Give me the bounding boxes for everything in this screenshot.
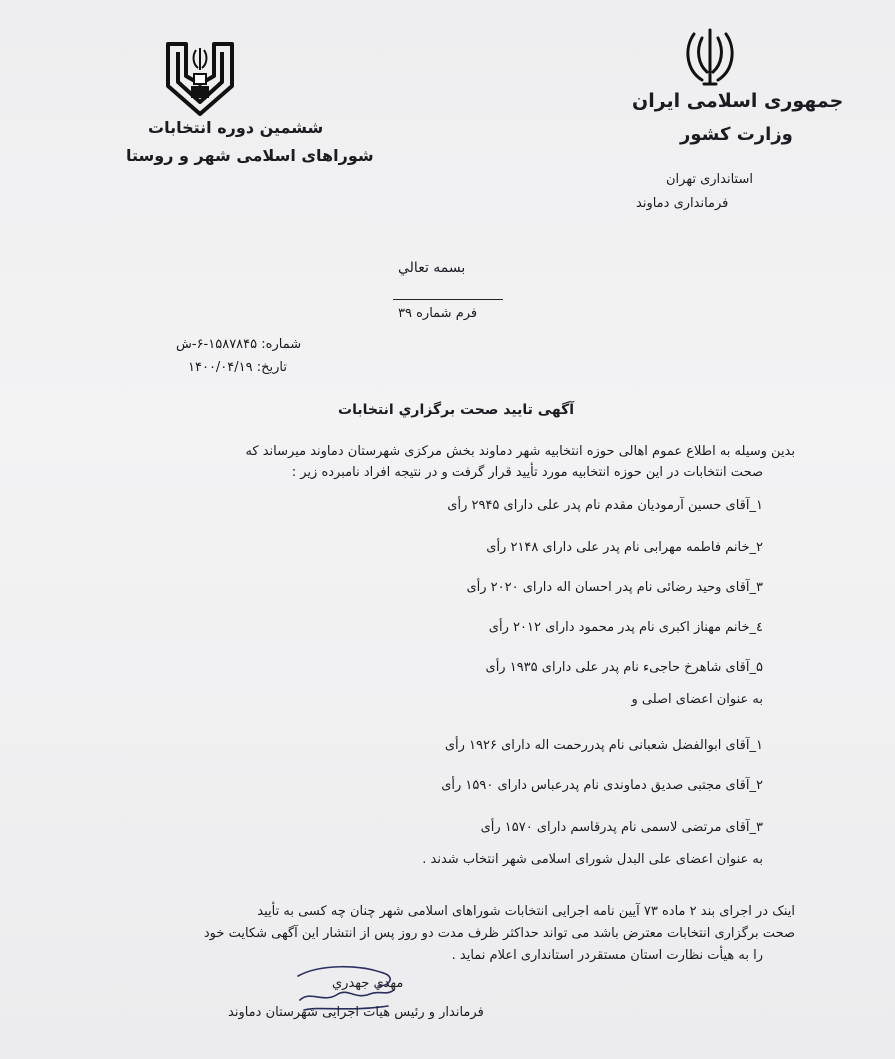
alternate-member-1: ۱_آقای ابوالفضل شعبانی نام پدررحمت اله دارای ۱۹۲۶ رأی bbox=[444, 738, 763, 753]
ministry-name: وزارت کشور bbox=[680, 124, 793, 145]
main-member-4: ٤_خانم مهناز اکبری نام پدر محمود دارای ۲۰۱۲ رأی bbox=[488, 620, 763, 635]
closing-line-3: را به هیأت نظارت استان مستقردر استانداری اعلام نماید . bbox=[451, 948, 763, 963]
main-member-3: ۳_آقای وحید رضائی نام پدر احسان اله دارای ۲۰۲۰ رأی bbox=[466, 580, 763, 595]
iran-emblem-icon bbox=[680, 26, 740, 90]
basmala: بسمه تعالي bbox=[398, 260, 466, 276]
form-number: فرم شماره ۳۹ bbox=[398, 306, 478, 321]
country-name: جمهوری اسلامی ایران bbox=[632, 90, 844, 112]
county-office-name: فرمانداری دماوند bbox=[636, 196, 729, 211]
main-member-5: ۵_آقای شاهرخ حاجی‌ء نام پدر علی دارای ۱۹۳۵ رأی bbox=[485, 660, 763, 675]
letter-number: شماره: ۱۵۸۷۸۴۵-۶-ش bbox=[176, 337, 302, 352]
closing-line-1: اینک در اجرای بند ۲ ماده ۷۳ آیین نامه اجرایی انتخابات شوراهای اسلامی شهر چنان چه کسی به تأیید bbox=[257, 904, 795, 919]
alternate-member-2: ۲_آقای مجتبی صدیق دماوندی نام پدرعباس دارای ۱۵۹۰ رأی bbox=[441, 778, 763, 793]
alternate-member-3: ۳_آقای مرتضی لاسمی نام پدرقاسم دارای ۱۵۷۰ رأی bbox=[480, 820, 763, 835]
intro-line-1: بدین وسیله به اطلاع عموم اهالی حوزه انتخابیه شهر دماوند بخش مرکزی شهرستان دماوند میرساند که bbox=[245, 444, 795, 459]
intro-line-2: صحت انتخابات در این حوزه انتخابیه مورد تأیید قرار گرفت و در نتیجه افراد نامبرده زیر : bbox=[291, 465, 763, 480]
heading-divider bbox=[393, 299, 503, 300]
main-members-label: به عنوان اعضای اصلی و bbox=[631, 692, 763, 707]
main-member-2: ۲_خانم فاطمه مهرابی نام پدر علی دارای ۲۱۴۸ رأی bbox=[486, 540, 763, 555]
closing-line-2: صحت برگزاری انتخابات معترض باشد می تواند حداکثر ظرف مدت دو روز پس از انتشار این آگهی شکایت خود bbox=[203, 926, 795, 941]
governorate-name: استانداری تهران bbox=[666, 172, 753, 187]
election-councils-label: شوراهای اسلامی شهر و روستا bbox=[126, 146, 374, 165]
signatory-title: فرماندار و رئیس هیات اجرایی شهرستان دماوند bbox=[228, 1005, 484, 1020]
alternate-members-label: به عنوان اعضای علی البدل شورای اسلامی شهر انتخاب شدند . bbox=[422, 852, 763, 867]
election-ballot-logo-icon bbox=[160, 38, 240, 120]
notice-title: آگهی تایید صحت برگزاري انتخابات bbox=[338, 402, 575, 418]
main-member-1: ۱_آقای حسین آرمودیان مقدم نام پدر علی دارای ۲۹۴۵ رأی bbox=[447, 498, 763, 513]
letter-date: تاریخ: ۱۴۰۰/۰۴/۱۹ bbox=[188, 360, 288, 375]
election-round-label: ششمین دوره انتخابات bbox=[148, 118, 324, 137]
signatory-name: مهدي جهدري bbox=[332, 976, 404, 991]
